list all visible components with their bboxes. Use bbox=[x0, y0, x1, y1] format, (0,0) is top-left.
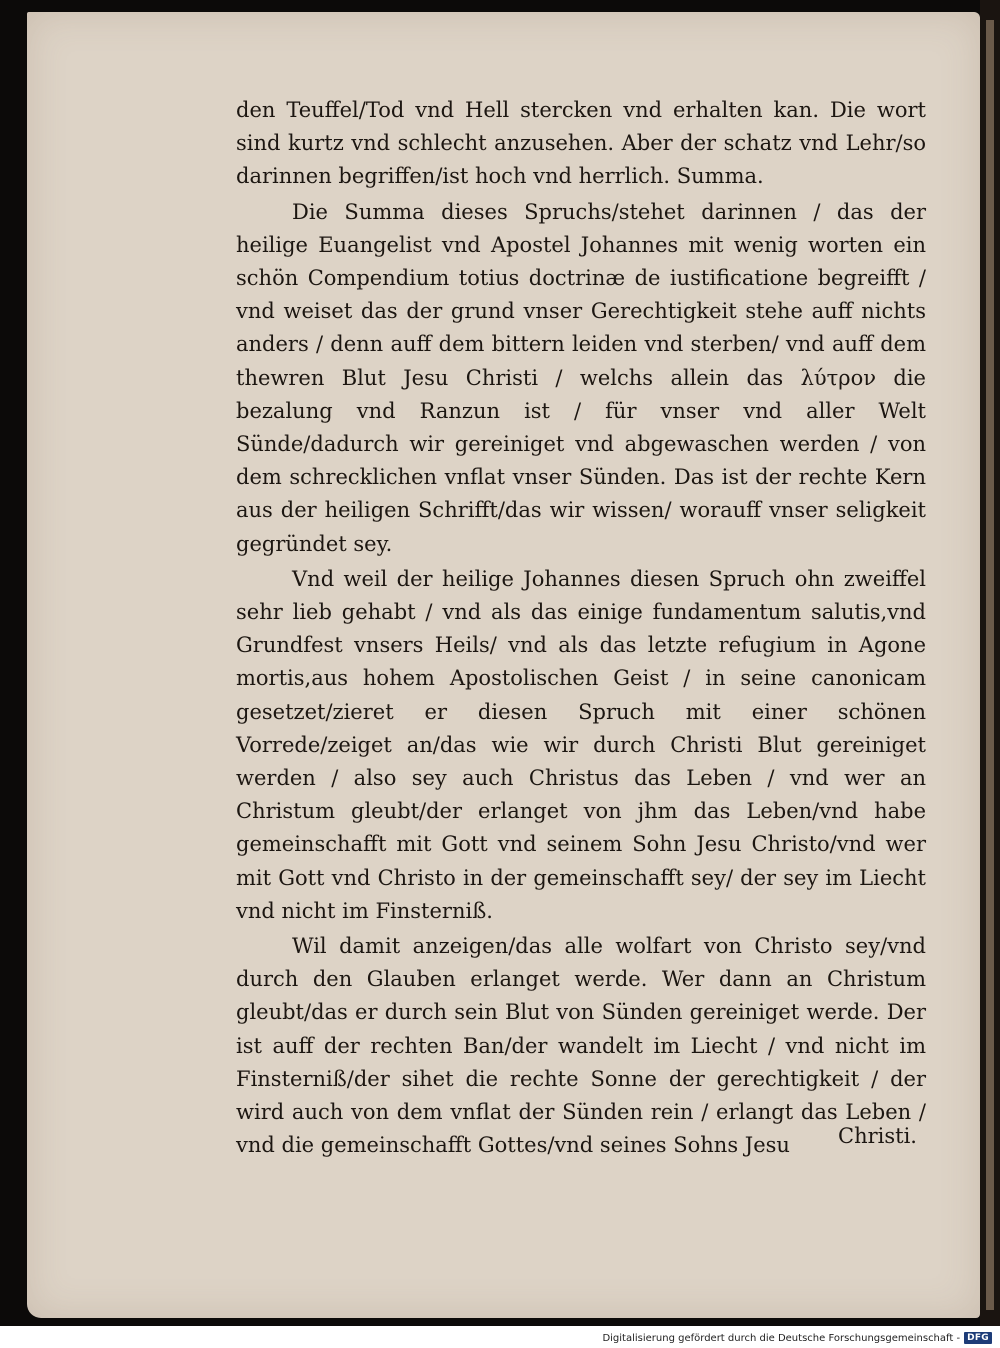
book-edge-strip bbox=[986, 20, 994, 1310]
page-text bbox=[236, 94, 926, 1163]
paragraph-4: Wil damit anzeigen/das alle wolfart von Christo sey/vnd durch den Glauben erlanget werde. Wer dann an Christum gleubt/das er durch sein Blut von Sünden gereiniget werde. Der ist auff der rechten Ban/der wandelt im Liecht / vnd nicht im Finsterniß/der sihet die rechte Sonne der gerechtigkeit / der wird auch von dem vnflat der Sünden rein / erlangt das Leben / vnd die gemeinschafft Gottes/vnd seines Sohns Jesu bbox=[236, 934, 926, 1158]
footer-text: Digitalisierung gefördert durch die Deutsche Forschungsgemeinschaft - bbox=[602, 1332, 961, 1344]
paragraph-1: den Teuffel/Tod vnd Hell stercken vnd erhalten kan. Die wort sind kurtz vnd schlecht anzusehen. Aber der schatz vnd Lehr/so darinnen begriffen/ist hoch vnd herrlich. Summa. bbox=[236, 98, 926, 189]
paragraph-2: Die Summa dieses Spruchs/stehet darinnen / das der heilige Euangelist vnd Apostel Johannes mit wenig worten ein schön Compendium totius doctrinæ de iustificatione begreifft / vnd weiset das der grund vnser Gerechtigkeit stehe auff nichts anders / denn auff dem bittern leiden vnd sterben/ vnd auff dem thewren Blut Jesu Christi / welchs allein das λύτρον die bezalung vnd Ranzun ist / für vnser vnd aller Welt Sünde/dadurch wir gereiniget vnd abgewaschen werden / von dem schrecklichen vnflat vnser Sünden. Das ist der rechte Kern aus der heiligen Schrifft/das wir wissen/ worauff vnser seligkeit gegründet sey. bbox=[236, 199, 926, 556]
book-edge bbox=[980, 0, 1000, 1326]
funding-footer bbox=[602, 1330, 992, 1346]
dfg-logo-icon: DFG bbox=[964, 1332, 992, 1344]
paragraph-3: Vnd weil der heilige Johannes diesen Spruch ohn zweiffel sehr lieb gehabt / vnd als das einige fundamentum salutis,vnd Grundfest vnsers Heils/ vnd als das letzte refugium in Agone mortis,aus hohem Apostolischen Geist / in seine canonicam gesetzet/zieret er diesen Spruch mit einer schönen Vorrede/zeiget an/das wie wir durch Christi Blut gereiniget werden / also sey auch Christus das Leben / vnd wer an Christum gleubt/der erlanget von jhm das Leben/vnd habe gemeinschafft mit Gott vnd seinem Sohn Jesu Christo/vnd wer mit Gott vnd Christo in der gemeinschafft sey/ der sey im Liecht vnd nicht im Finsterniß. bbox=[236, 566, 926, 923]
catchword: Christi. bbox=[838, 1124, 917, 1148]
